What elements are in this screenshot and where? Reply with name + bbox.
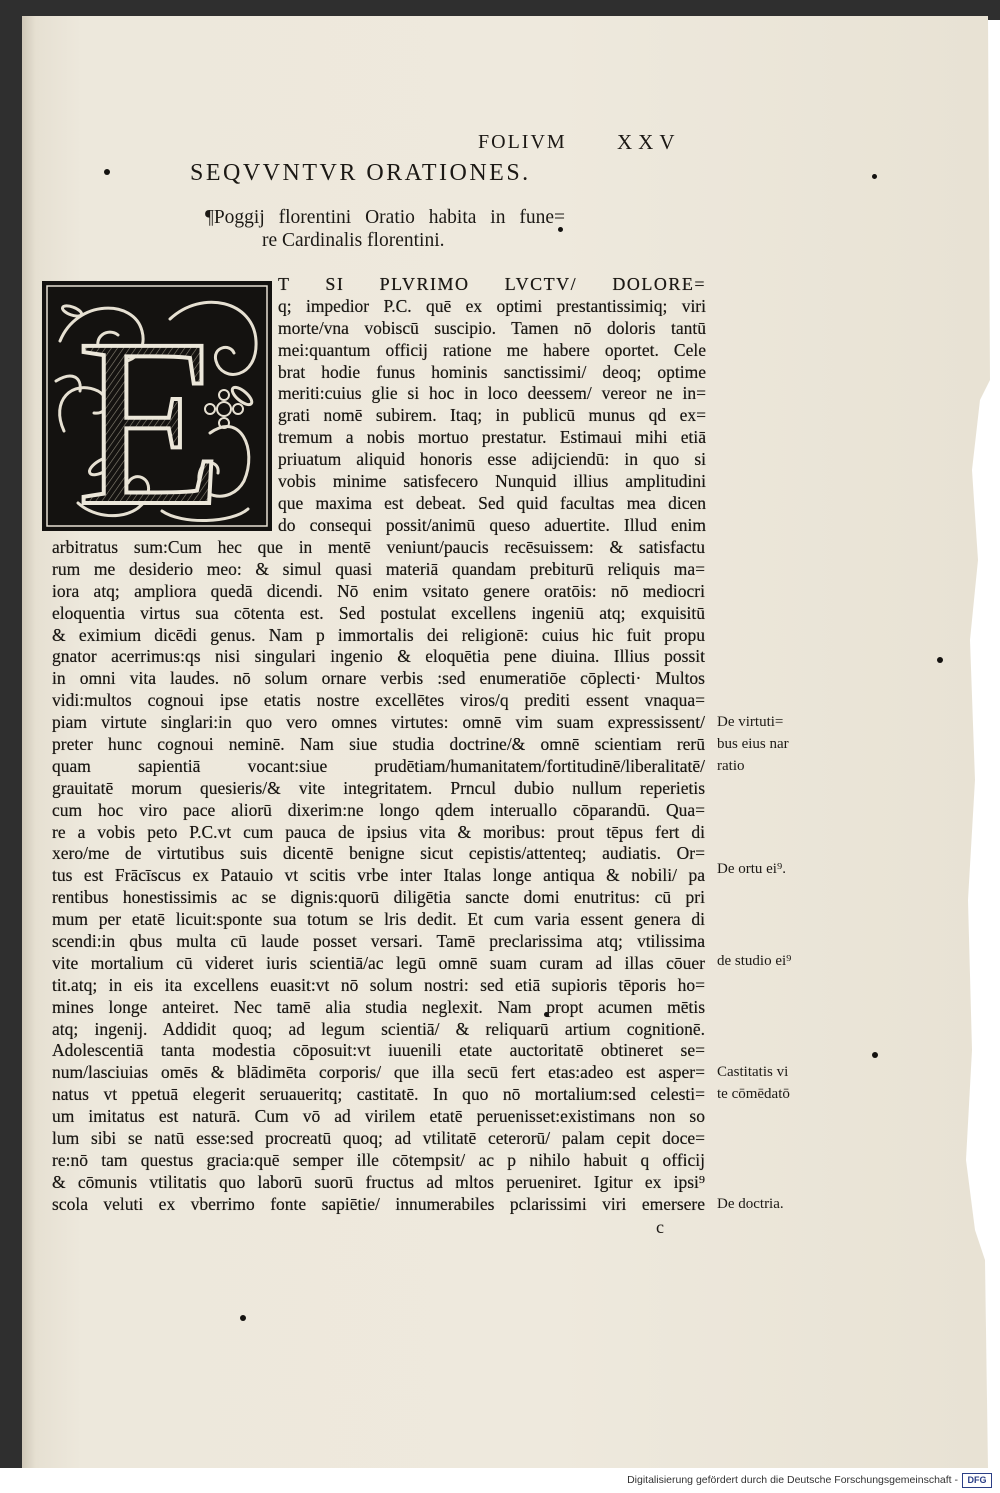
text-block-main — [52, 537, 705, 1216]
text-line: vobis minime satisfecero Nunquid illius amplitudini — [278, 471, 706, 492]
text-line: lum sibi se natū esse:sed procreatū quoq; ad vtilitatē ceterorū/ palam cepit doce= — [52, 1128, 705, 1149]
text-line: natus vt ppetuā elegerit seruaueritq; castitatē. In quo nō mortalium:sed celesti= — [52, 1084, 705, 1105]
text-line: iora atq; ampliora quedā dicendi. Nō enim vsitato genere oratōis: nō mediocri — [52, 580, 705, 601]
ink-speck — [872, 174, 877, 179]
text-line: & cōmunis vtilitatis quo laborū suorū fructus ad mltos perueniret. Igitur ex ipsi⁹ — [52, 1171, 705, 1192]
marginal-note-line: Castitatis vi — [717, 1064, 789, 1080]
text-block-beside-initial — [278, 274, 706, 537]
text-line: atq; ingenij. Addidit quoq; ad legum scientiā/ & reliquarū artium cognitionē. — [52, 1018, 705, 1039]
text-line: priuatum aliquid honoris esse adijciendū: in quo si — [278, 449, 706, 470]
ink-speck — [872, 1052, 878, 1058]
text-line: tus est Frācīscus ex Patauio vt scitis vrbe inter Italas longe antiqua & nobili/ pa — [52, 865, 705, 886]
dfg-logo-icon: DFG — [962, 1473, 992, 1488]
marginal-note-line: De ortu ei⁹. — [717, 861, 786, 877]
marginal-note — [717, 712, 827, 778]
text-line: Adolescentiā tanta modestia cōposuit:vt iuuenili etate auctoritatē obtineret se= — [52, 1040, 705, 1061]
text-line: & eximium dicēdi genus. Nam p immortalis dei religionē: cuius hic fuit propu — [52, 624, 705, 645]
text-line: xero/me de virtutibus suis dicentē benigne sicut cepistis/attenteq; audiatis. Or= — [52, 843, 705, 864]
oration-heading-line: re Cardinalis florentini. — [262, 230, 445, 251]
text-line: re:nō tam questus gracia:quē semper ille cōtempsit/ ac p nihilo habuit q officij — [52, 1149, 705, 1170]
oration-heading — [205, 206, 565, 252]
text-line: T SI PLVRIMO LVCTV/ DOLORE= — [278, 274, 706, 294]
oration-heading-line: ¶Poggij florentini Oratio habita in fune= — [205, 207, 565, 228]
funding-credit: Digitalisierung gefördert durch die Deutsche Forschungsgemeinschaft - — [627, 1474, 958, 1486]
digitization-footer — [0, 1468, 1000, 1493]
marginal-note — [717, 1062, 827, 1106]
drop-cap-letter: E — [76, 289, 224, 531]
folio-number: XXV — [617, 130, 681, 154]
marginal-note-line: De doctria. — [717, 1196, 784, 1212]
drop-cap-initial — [42, 281, 272, 531]
signature-mark: c — [656, 1217, 664, 1237]
text-line: que maxima est debeat. Sed quid facultas mea dicen — [278, 492, 706, 513]
text-line: num/lasciuias omēs & blādimēta corporis/ que illa secū fert etas:adeo est asper= — [52, 1062, 705, 1083]
text-line: tit.atq; in eis ita excellens euasit:vt nō solum nostri: sed etiā supioris tēporis ho= — [52, 974, 705, 995]
marginal-note — [717, 951, 827, 973]
text-line: preter hunc cognoui neminē. Nam siue studia doctrine/& omnē scientiam rerū — [52, 734, 705, 755]
text-line: um imitatus est naturā. Cum vō ad virilem etatē peruenisset:existimans non so — [52, 1106, 705, 1127]
text-line: rentibus honestissimis ac se dignis:quorū diligētia sancte domi enutritus: cū pri — [52, 887, 705, 908]
marginal-note-line: te cōmēdatō — [717, 1085, 790, 1102]
marginal-note — [717, 1194, 827, 1216]
text-line: grauitatē morum quesieris/& vite integritatem. Prncul dubio nullum reperietis — [52, 777, 705, 798]
text-line: brat hodie funus hominis sanctissimi/ deoq; optime — [278, 361, 706, 382]
text-line: morte/vna vobiscū suscipio. Tamen nō doloris tantū — [278, 317, 706, 338]
text-line: meriti:cuius glie si hoc in loco deessem/ vereor ne in= — [278, 383, 706, 404]
text-line: do consequi possit/animū queso aduertite. Illud enim — [278, 514, 706, 535]
marginal-note — [717, 859, 827, 881]
text-line: vite mortalium cū videret iuris scientiā/ac legū omnē suam curam ad illas cōuer — [52, 952, 705, 973]
text-line: grati nomē subirem. Itaq; in publicū munus qd ex= — [278, 405, 706, 426]
text-line: mines longe anteiret. Nec tamē alia studia neglexit. Nam propt acumen mētis — [52, 996, 705, 1017]
text-line: scola veluti ex vberrimo fonte sapiētie/ innumerabiles pclarissimi viri emersere — [52, 1193, 705, 1214]
text-line: rum me desiderio meo: & simul quasi materiā quandam prebiturū reliquis ma= — [52, 558, 705, 579]
ink-speck — [937, 657, 943, 663]
text-line: re a vobis peto P.C.vt cum pauca de ipsius vita & moribus: prout tēpus fert di — [52, 821, 705, 842]
text-line: gnator acerrimus:qs nisi singulari ingenio & eloquētia pene diuina. Illius possit — [52, 646, 705, 667]
folio-label: FOLIVM — [478, 131, 567, 153]
marginal-note-line: de studio ei⁹ — [717, 953, 792, 969]
text-line: mum per etatē licuit:sponte sua totum se lris dedit. Et cum varia essent genera di — [52, 909, 705, 930]
text-line: quam sapientiā vocant:siue prudētiam/humanitatem/fortitudinē/liberalitatē/ — [52, 755, 705, 776]
marginal-note-line: De virtuti= — [717, 714, 784, 730]
text-line: tremum a nobis mortuo prestatur. Estimaui mihi etiā — [278, 427, 706, 448]
ink-speck — [104, 169, 110, 175]
text-line: in omni vita laudes. nō solum ornare verbis :sed enumeratiōe cōplecti· Multos — [52, 668, 705, 689]
text-line: cum hoc viro pace aliorū dixerim:ne longo qdem interuallo cōparandū. Qua= — [52, 799, 705, 820]
text-line: eloquentia virtus sua cōtenta est. Sed postulat excellens ingeniū atq; exquisitū — [52, 602, 705, 623]
text-line: scendi:in qbus multa cū laude posset versari. Tamē preclarissima atq; vtilissima — [52, 931, 705, 952]
text-line: vidi:multos cognoui ipse etatis nostre excellētes viros/q prediti essent vnaqua= — [52, 690, 705, 711]
section-title: SEQVVNTVR ORATIONES. — [190, 160, 531, 186]
text-line: arbitratus sum:Cum hec que in mentē veniunt/paucis recēsuissem: & satisfactu — [52, 537, 705, 557]
marginal-note-line: bus eius nar — [717, 735, 789, 752]
marginal-note-line: ratio — [717, 757, 745, 774]
ink-speck — [240, 1315, 246, 1321]
text-line: piam virtute singlari:in quo vero omnes virtutes: omnē vim suam expressissent/ — [52, 712, 705, 733]
text-line: mei:quantum officij ratione me habere oportet. Cele — [278, 339, 706, 360]
text-line: q; impedior P.C. quē ex optimi prestantissimiq; viri — [278, 295, 706, 316]
